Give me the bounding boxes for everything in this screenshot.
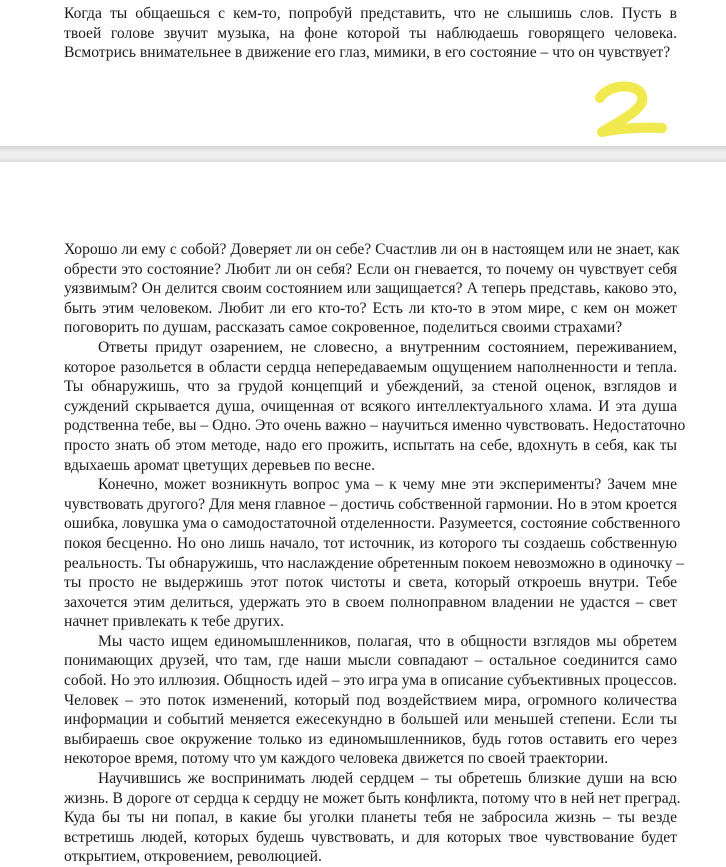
text-line: родственна тебе, вы – Одно. Это очень важно – научиться именно чувствовать. Недостаточно [64, 417, 686, 435]
handwritten-number-annotation [586, 78, 672, 140]
top-page-text [64, 4, 677, 63]
annotation-stroke [600, 86, 662, 132]
text-line: суждений скрывается душа, очищенная от всякого интеллектуального хлама. И эта душа [64, 397, 677, 415]
text-line: Человек – это поток изменений, который под воздействием мира, огромного количества [64, 691, 677, 709]
text-line: реальность. Ты обнаружишь, что наслаждение обретенным покоем невозможно в одиночку – [64, 554, 684, 572]
text-line: некоторое время, потому что ум каждого человека движется по своей траектории. [64, 750, 609, 768]
text-line: Конечно, может возникнуть вопрос ума – к чему мне эти эксперименты? Зачем мне [98, 476, 677, 494]
text-line: открытием, откровением, революцией. [64, 848, 322, 866]
text-line: Мы часто ищем единомышленников, полагая, что в общности взглядов мы обретем [98, 632, 677, 650]
text-line: понимающих друзей, что там, где наши мысли совпадают – остальное соединится само [64, 652, 677, 670]
text-line: Куда бы ты ни попал, в какие бы уголки планеты тебя не забросила жизнь – ты везде [64, 809, 677, 827]
text-line: встретишь людей, которых будешь чувствовать, и для которых твое чувствование будет [64, 828, 677, 846]
text-line: быть этим человеком. Любит ли его кто-то? Есть ли кто-то в этом мире, с кем он может [64, 299, 677, 317]
text-line: Хорошо ли ему с собой? Доверяет ли он себе? Счастлив ли он в настоящем или не знает, как [64, 241, 680, 258]
top-page [0, 0, 726, 146]
text-line: Всмотрись внимательнее в движение его глаз, мимики, в его состояние – что он чувствует? [64, 44, 671, 62]
text-line: просто знать об этом методе, надо его прожить, испытать на себе, вдохнуть в себя, как ты [64, 436, 677, 454]
text-line: уязвимым? Он делится своим состоянием или защищается? А теперь представь, каково это, [64, 280, 677, 298]
text-line: ошибка, ловушка ума о самодостаточной отделенности. Разумеется, состояние собственного [64, 515, 681, 533]
text-line: чувствовать другого? Для меня главное – достичь собственной гармонии. Но в этом кроется [64, 495, 678, 513]
text-line: собой. Но это иллюзия. Общность идей – это игра ума в описание субъективных процессов. [64, 672, 677, 690]
text-line: выбираешь свое окружение только из единомышленников, будь готов оставить его через [64, 730, 677, 748]
text-line: покоя бесценно. Но оно лишь начало, тот источник, из которого ты создаешь собственную [64, 534, 677, 552]
text-line: информации и событий меняется ежесекундно в большей или меньшей степени. Если ты [64, 711, 677, 729]
text-line: начнет привлекать к тебе других. [64, 613, 285, 631]
text-line: которое разольется в области сердца непередаваемым ощущением наполненности и тепла. [64, 358, 677, 376]
text-line: твоей голове звучит музыка, на фоне которой ты наблюдаешь говорящего человека. [64, 24, 677, 42]
page-separator [0, 146, 726, 162]
text-line: Научившись же воспринимать людей сердцем – ты обретешь близкие души на всю [98, 770, 677, 788]
text-line: обрести это состояние? Любит ли он себя? Если он гневается, то почему он чувствует себя [64, 260, 677, 278]
text-line: Когда ты общаешься с кем-то, попробуй представить, что не слышишь слов. Пусть в [64, 5, 677, 22]
text-line: Ответы придут озарением, не словесно, а внутренним состоянием, переживанием, [98, 338, 677, 356]
text-line: захочется этим делиться, удержать это в своем полноправном владении не удастся – свет [64, 593, 677, 611]
text-line: поговорить по душам, рассказать самое сокровенное, поделиться своими страхами? [64, 319, 623, 337]
text-line: жизнь. В дороге от сердца к сердцу не может быть конфликта, потому что в ней нет преград. [64, 789, 681, 807]
text-line: Ты обнаружишь, что за грудой концепций и убеждений, за стеной оценок, взглядов и [64, 378, 677, 396]
text-line: ты просто не выдержишь этот поток чистоты и света, который откроешь внутри. Тебе [64, 574, 677, 592]
bottom-page-text [64, 240, 686, 867]
text-line: вдыхаешь аромат цветущих деревьев по весне. [64, 456, 375, 474]
